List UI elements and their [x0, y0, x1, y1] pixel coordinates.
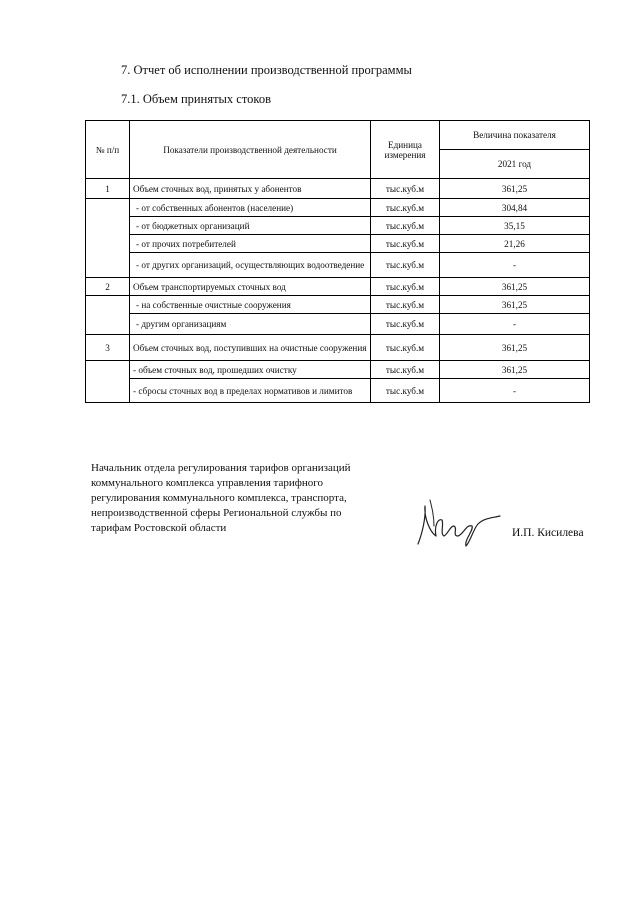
row-unit: тыс.куб.м [371, 217, 440, 235]
row-indicator: Объем сточных вод, принятых у абонентов [130, 179, 371, 199]
row-value: - [440, 253, 590, 278]
table-row [86, 179, 590, 199]
table-row [86, 217, 590, 235]
signer-name: И.П. Кисилева [512, 527, 584, 539]
header-year: 2021 год [440, 150, 590, 179]
table-row [86, 296, 590, 314]
row-value: 361,25 [440, 278, 590, 296]
row-num: 2 [86, 278, 130, 296]
row-unit: тыс.куб.м [371, 361, 440, 379]
table-row [86, 199, 590, 217]
wastewater-table [85, 120, 590, 403]
row-value: 361,25 [440, 361, 590, 379]
row-indicator: - от бюджетных организаций [130, 217, 371, 235]
row-value: - [440, 379, 590, 403]
row-unit: тыс.куб.м [371, 199, 440, 217]
row-unit: тыс.куб.м [371, 253, 440, 278]
row-unit: тыс.куб.м [371, 335, 440, 361]
row-value: 361,25 [440, 296, 590, 314]
table-row [86, 253, 590, 278]
row-indicator: - объем сточных вод, прошедших очистку [130, 361, 371, 379]
row-num: 3 [86, 335, 130, 361]
row-value: - [440, 314, 590, 335]
row-indicator: Объем транспортируемых сточных вод [130, 278, 371, 296]
row-value: 361,25 [440, 335, 590, 361]
row-unit: тыс.куб.м [371, 179, 440, 199]
row-unit: тыс.куб.м [371, 314, 440, 335]
header-indicator: Показатели производственной деятельности [130, 121, 371, 179]
row-indicator: - другим организациям [130, 314, 371, 335]
row-num [86, 361, 130, 403]
row-indicator: Объем сточных вод, поступивших на очистные сооружения [130, 335, 371, 361]
row-num: 1 [86, 179, 130, 199]
header-num: № п/п [86, 121, 130, 179]
table-row [86, 278, 590, 296]
position-line: регулирования коммунального комплекса, транспорта, [91, 492, 347, 504]
row-indicator: - от собственных абонентов (население) [130, 199, 371, 217]
row-unit: тыс.куб.м [371, 278, 440, 296]
row-indicator: - от других организаций, осуществляющих водоотведение [130, 253, 371, 278]
header-unit: Единица измерения [371, 121, 440, 179]
position-line: Начальник отдела регулирования тарифов организаций [91, 462, 351, 474]
table-row [86, 235, 590, 253]
row-value: 35,15 [440, 217, 590, 235]
row-num [86, 296, 130, 335]
section-title: 7. Отчет об исполнении производственной программы [121, 63, 412, 77]
position-line: непроизводственной сферы Региональной службы по [91, 507, 342, 519]
row-value: 361,25 [440, 179, 590, 199]
row-num [86, 199, 130, 278]
signatory-position [91, 461, 421, 536]
header-value-group: Величина показателя [440, 121, 590, 150]
table-row [86, 314, 590, 335]
row-value: 21,26 [440, 235, 590, 253]
position-line: коммунального комплекса управления тарифного [91, 477, 323, 489]
row-indicator: - на собственные очистные сооружения [130, 296, 371, 314]
row-unit: тыс.куб.м [371, 379, 440, 403]
table-row [86, 379, 590, 403]
row-indicator: - от прочих потребителей [130, 235, 371, 253]
handwritten-signature [412, 496, 502, 552]
subsection-title: 7.1. Объем принятых стоков [121, 92, 271, 106]
position-line: тарифам Ростовской области [91, 522, 227, 534]
row-value: 304,84 [440, 199, 590, 217]
table-row [86, 361, 590, 379]
table-row [86, 335, 590, 361]
row-indicator: - сбросы сточных вод в пределах нормативов и лимитов [130, 379, 371, 403]
row-unit: тыс.куб.м [371, 235, 440, 253]
row-unit: тыс.куб.м [371, 296, 440, 314]
